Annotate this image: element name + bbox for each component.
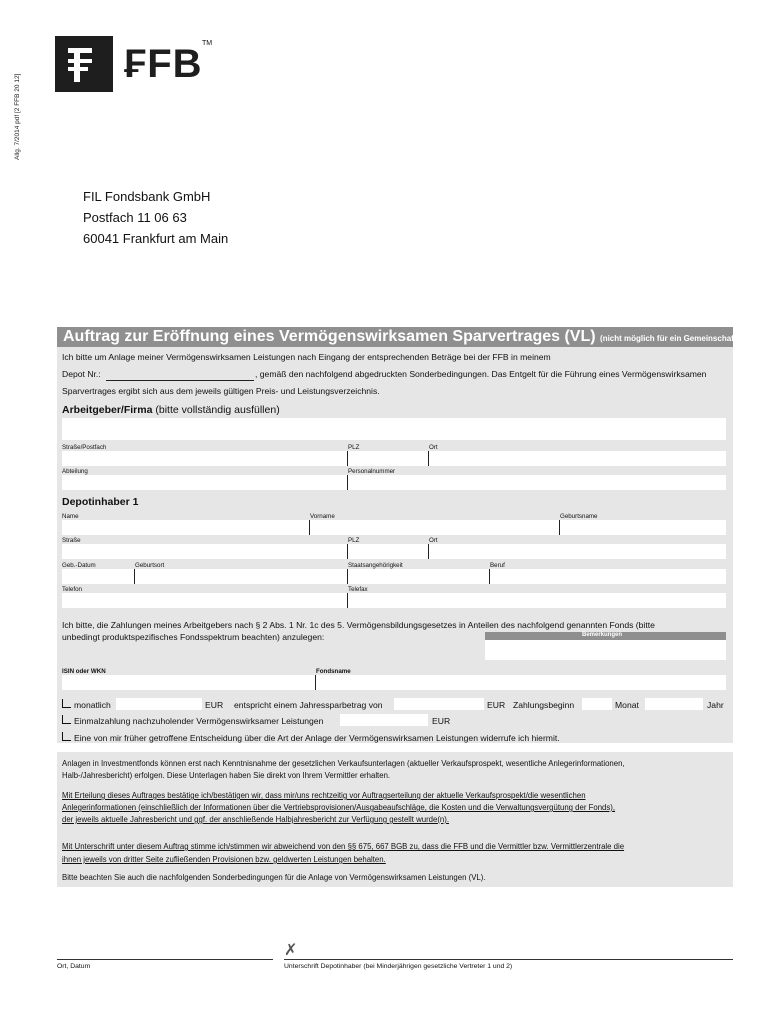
start-month-field[interactable] bbox=[582, 698, 612, 710]
yearly-eur: EUR bbox=[487, 700, 506, 710]
yearly-label: entspricht einem Jahressparbetrag von bbox=[234, 700, 383, 710]
field-divider bbox=[134, 569, 135, 584]
holder-heading: Depotinhaber 1 bbox=[62, 496, 139, 508]
fundname-label: Fondsname bbox=[316, 668, 351, 675]
employer-name-field[interactable] bbox=[62, 418, 726, 440]
holder-birthname-label: Geburtsname bbox=[560, 513, 598, 520]
legal-p1a: Anlagen in Investmentfonds können erst nach Kenntnisnahme der gesetzlichen Verkaufsunterlagen (aktueller Verkaufsprospekt, wesentliche Anlegerinformationen, bbox=[62, 759, 625, 768]
holder-nationality-label: Staatsangehörigkeit bbox=[348, 562, 403, 569]
form-title: Auftrag zur Eröffnung eines Vermögenswirksamen Sparvertrages (VL) bbox=[63, 328, 596, 345]
start-year-field[interactable] bbox=[645, 698, 703, 710]
employer-department-label: Abteilung bbox=[62, 468, 88, 475]
form-code: Allg. 7/2014 pdf [2 FFB 20 12] bbox=[14, 73, 21, 160]
monthly-label: monatlich bbox=[74, 700, 111, 710]
oneoff-label: Einmalzahlung nachzuholender Vermögenswirksamer Leistungen bbox=[74, 716, 324, 726]
employer-plz-label: PLZ bbox=[348, 444, 360, 451]
field-divider bbox=[347, 451, 348, 466]
place-date-line[interactable] bbox=[57, 959, 273, 960]
revoke-label: Eine von mir früher getroffene Entscheidung über die Art der Anlage der Vermögenswirksamen Leistungen widerrufe ich hiermit. bbox=[74, 733, 560, 743]
holder-ort-label: Ort bbox=[429, 537, 438, 544]
monthly-eur: EUR bbox=[205, 700, 224, 710]
employer-note: (bitte vollständig ausfüllen) bbox=[155, 404, 280, 416]
employer-department-field[interactable] bbox=[62, 475, 726, 490]
year-label: Jahr bbox=[707, 700, 724, 710]
employer-personnel-label: Personalnummer bbox=[348, 468, 396, 475]
intro-line-3: Sparvertrages ergibt sich aus dem jeweils gültigen Preis- und Leistungsverzeichnis. bbox=[62, 386, 380, 396]
signature-x-icon: ✗ bbox=[284, 942, 298, 959]
holder-phone-field[interactable] bbox=[62, 593, 726, 608]
legal-p4: Bitte beachten Sie auch die nachfolgenden Sonderbedingungen für die Anlage von Vermögenswirksamen Leistungen (VL). bbox=[62, 873, 486, 882]
ffb-logo-mark bbox=[55, 36, 113, 92]
legal-p2c: der jeweils aktuelle Jahresbericht und ggf. der anschließende Halbjahresbericht zur Verfügung gestellt wurde(n). bbox=[62, 815, 450, 824]
intro-line-2: , gemäß den nachfolgend abgedruckten Sonderbedingungen. Das Entgelt für die Führung eines Vermögenswirksamen bbox=[255, 369, 707, 379]
month-label: Monat bbox=[615, 700, 639, 710]
holder-birthplace-label: Geburtsort bbox=[135, 562, 165, 569]
legal-p3b: ihnen jeweils von dritter Seite zufließenden Provisionen bzw. geldwerten Leistungen behalten. bbox=[62, 855, 386, 864]
yearly-amount-field[interactable] bbox=[394, 698, 484, 710]
field-divider bbox=[347, 593, 348, 608]
holder-street-label: Straße bbox=[62, 537, 81, 544]
ffb-logo-text: ₣FB bbox=[124, 42, 203, 86]
field-divider bbox=[559, 520, 560, 535]
holder-fax-label: Telefax bbox=[348, 586, 368, 593]
holder-birthdate-label: Geb.-Datum bbox=[62, 562, 96, 569]
field-divider bbox=[347, 569, 348, 584]
field-divider bbox=[428, 451, 429, 466]
revoke-checkbox[interactable] bbox=[62, 732, 71, 741]
field-divider bbox=[315, 675, 316, 690]
employer-heading: Arbeitgeber/Firma (bitte vollständig ausfüllen) bbox=[62, 404, 280, 416]
intro-line-1: Ich bitte um Anlage meiner Vermögenswirksamen Leistungen nach Eingang der entsprechenden Beträge bei der FFB in meinem bbox=[62, 352, 551, 362]
ffb-f-icon bbox=[55, 36, 113, 92]
monthly-checkbox[interactable] bbox=[62, 699, 71, 708]
holder-street-field[interactable] bbox=[62, 544, 726, 559]
employer-street-label: Straße/Postfach bbox=[62, 444, 107, 451]
depot-number-field[interactable] bbox=[106, 366, 254, 381]
start-label: Zahlungsbeginn bbox=[513, 700, 575, 710]
funds-text-2: unbedingt produktspezifisches Fondsspektrum beachten) anzulegen: bbox=[62, 632, 325, 642]
funds-text-1: Ich bitte, die Zahlungen meines Arbeitgebers nach § 2 Abs. 1 Nr. 1c des 5. Vermögensbildungsgesetzes in Anteilen des nachfolgend genannten Fonds (bitte bbox=[62, 620, 655, 630]
field-divider bbox=[347, 544, 348, 559]
trademark: TM bbox=[202, 40, 213, 47]
address-line-3: 60041 Frankfurt am Main bbox=[83, 231, 229, 246]
field-divider bbox=[428, 544, 429, 559]
depot-label: Depot Nr.: bbox=[62, 369, 101, 379]
holder-profession-label: Beruf bbox=[490, 562, 505, 569]
legal-p2b: Anlegerinformationen (einschließlich der Informationen über die Vertriebsprovisionen/Ausgabeaufschläge, die Kosten und die Verwaltungsvergütung der Fonds), bbox=[62, 803, 616, 812]
form-title-bar bbox=[57, 327, 766, 347]
holder-firstname-label: Vorname bbox=[310, 513, 335, 520]
legal-p3a: Mit Unterschrift unter diesem Auftrag stimme ich/stimmen wir abweichend von den §§ 675, 667 BGB zu, dass die FFB und die Vermittler bzw. Vermittlerzentrale die bbox=[62, 842, 625, 851]
fund-row-field[interactable] bbox=[62, 675, 726, 690]
holder-name-label: Name bbox=[62, 513, 79, 520]
isin-label: ISIN oder WKN bbox=[62, 668, 106, 675]
signature-line[interactable] bbox=[284, 959, 733, 960]
form-title-note: (nicht möglich für ein Gemeinschaftsdepot) bbox=[600, 334, 766, 343]
signature-label: Unterschrift Depotinhaber (bei Minderjährigen gesetzliche Vertreter 1 und 2) bbox=[284, 963, 513, 970]
oneoff-checkbox[interactable] bbox=[62, 715, 71, 724]
place-date-label: Ort, Datum bbox=[57, 963, 91, 970]
legal-p2a: Mit Erteilung dieses Auftrages bestätige ich/bestätigen wir, dass mir/uns rechtzeitig vor Auftragserteilung der aktuelle Verkaufsprospekt/die wesentlichen bbox=[62, 791, 586, 800]
holder-plz-label: PLZ bbox=[348, 537, 360, 544]
address-line-2: Postfach 11 06 63 bbox=[83, 210, 187, 225]
employer-ort-label: Ort bbox=[429, 444, 438, 451]
field-divider bbox=[347, 475, 348, 490]
oneoff-eur: EUR bbox=[432, 716, 451, 726]
remarks-field[interactable] bbox=[485, 640, 726, 660]
monthly-amount-field[interactable] bbox=[116, 698, 202, 710]
employer-street-field[interactable] bbox=[62, 451, 726, 466]
address-line-1: FIL Fondsbank GmbH bbox=[83, 189, 211, 204]
field-divider bbox=[309, 520, 310, 535]
holder-birth-row-field[interactable] bbox=[62, 569, 726, 584]
field-divider bbox=[489, 569, 490, 584]
legal-p1b: Halb-/Jahresbericht) erfolgen. Diese Unterlagen haben Sie direkt von Ihrem Vermittler erhalten. bbox=[62, 771, 391, 780]
oneoff-amount-field[interactable] bbox=[340, 714, 428, 726]
holder-phone-label: Telefon bbox=[62, 586, 82, 593]
holder-name-field[interactable] bbox=[62, 520, 726, 535]
remarks-header: Bemerkungen bbox=[485, 632, 726, 640]
